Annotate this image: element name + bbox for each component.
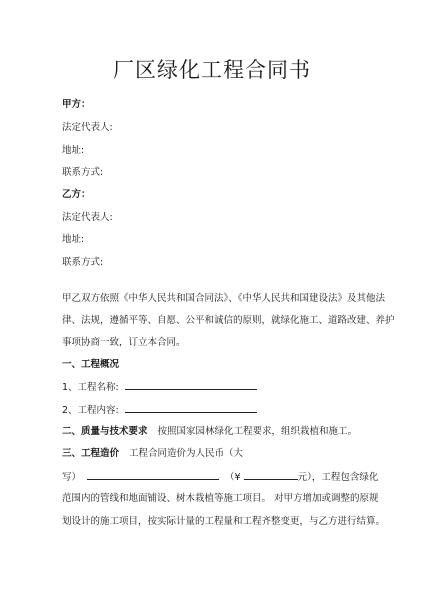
section-2-heading: 二、质量与技术要求 (62, 426, 148, 437)
amount-words-prefix: 写） (62, 472, 82, 483)
section-3-line-2 (62, 469, 378, 485)
amount-suffix: 元），工程包含绿化 (297, 472, 379, 483)
party-b-address-label: 地址: (62, 234, 85, 245)
intro-line-1: 甲乙双方依照《中华人民共和国合同法》、《中华人民共和国建设法》及其他法 (62, 293, 386, 304)
project-content-blank (125, 402, 257, 413)
section-3-line-4: 划设计的施工项目，按实际计量的工程量和工程齐整变更，与乙方进行结算。 (62, 516, 386, 527)
party-a-rep-label: 法定代表人: (62, 122, 113, 133)
project-content-label: 2、工程内容: (62, 405, 119, 416)
intro-line-2: 律、法规，遵循平等、自愿、公平和诚信的原则，就绿化施工、道路改建、养护 (62, 315, 395, 326)
party-b-rep-label: 法定代表人: (62, 212, 113, 223)
section-3-text: 工程合同造价为人民币（大 (129, 448, 244, 459)
document-title: 厂区绿化工程合同书 (113, 58, 311, 82)
section-1-item-2 (62, 402, 257, 418)
party-a-contact-label: 联系方式: (62, 167, 104, 178)
project-name-label: 1、工程名称: (62, 382, 119, 393)
amount-yen-prefix: （¥ (225, 472, 241, 483)
intro-line-3: 事项协商一致，订立本合同。 (62, 337, 186, 348)
section-2-text: 按照国家园林绿化工程要求，组织栽植和施工。 (157, 426, 358, 437)
amount-figures-blank (244, 469, 298, 480)
project-name-blank (125, 379, 257, 390)
party-a-heading: 甲方： (62, 99, 91, 110)
party-b-heading: 乙方： (62, 189, 91, 200)
amount-words-blank (87, 469, 219, 480)
section-3-line-1 (62, 447, 243, 461)
section-3-line-3: 范围内的管线和地面铺设、树木栽植等施工项目。 对甲方增加或调整的原规 (62, 493, 379, 504)
section-1-heading: 一、工程概况 (62, 359, 120, 370)
section-1-item-1 (62, 379, 257, 395)
party-a-address-label: 地址: (62, 145, 85, 156)
section-3-heading: 三、工程造价 (62, 448, 120, 459)
party-b-contact-label: 联系方式: (62, 257, 104, 268)
section-2-line (62, 425, 357, 439)
